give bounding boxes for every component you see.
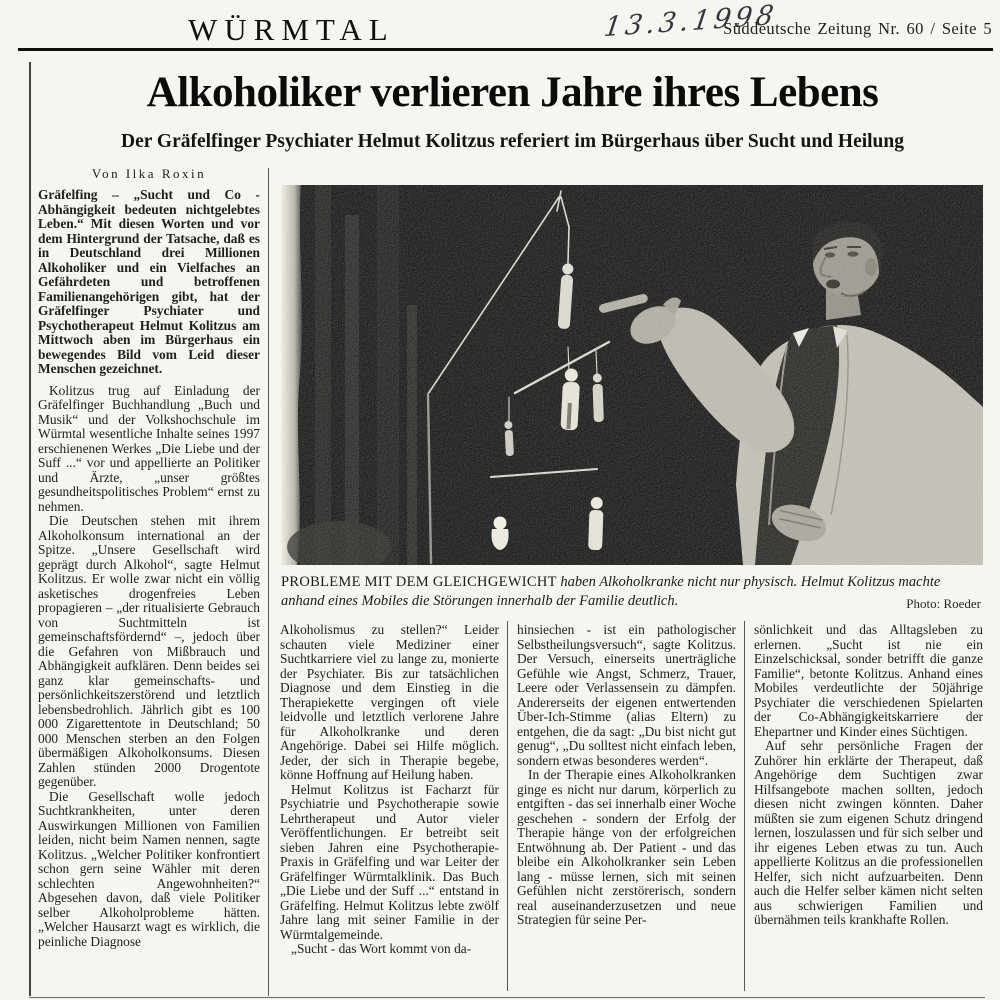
caption-text: haben Alkoholkranke nicht nur physisch. Helmut Kolitzus machte anhand eines Mobiles die Störungen innerhalb der Familie deutlich. — [281, 574, 941, 609]
masthead-rule — [18, 48, 993, 51]
photo-credit: Photo: Roeder — [906, 595, 981, 611]
paragraph: Helmut Kolitzus ist Facharzt für Psychiatrie und Psychotherapie sowie Lehrtherapeut und Autor vieler Veröffentlichungen. Er betreibt seit sieben Jahren eine Psychotherapie-Praxis in Gräfelfing und war Leiter der Gräfelfinger Würmtalklinik. Das Buch „Die Liebe und der Suff ...“ entstand in Gräfelfing. Helmut Kolitzus lebte zwölf Jahre lang mit seiner Familie in der Würmtalgemeinde. — [280, 781, 499, 942]
left-column — [38, 188, 260, 994]
bottom-column-2 — [517, 623, 736, 991]
paragraph: sönlichkeit und das Alltagsleben zu erlernen. „Sucht ist nie ein Einzelschicksal, sonder betrifft die ganze Familie“, betonte Kolitzus. Anhand eines Mobiles verdeutlichte der 50jährige Psychiater die verschiedenen Spielarten der Co-Abhängigkeitskarriere der Ehepartner und Kinder eines Süchtigen. — [754, 623, 983, 739]
paragraph: Kolitzus trug auf Einladung der Gräfelfinger Buchhandlung „Buch und Musik“ und der Volkshochschule im Würmtal wesentliche Inhalte seines 1997 erschienenen Werkes „Die Liebe und der Suff ...“ vor und appellierte an Politiker und Ärzte, „unser größtes gesundheitspolitisches Problem“ ernst zu nehmen. — [38, 382, 260, 514]
column-divider-2 — [507, 621, 508, 991]
bottom-column-3 — [754, 623, 983, 991]
issue-info: Süddeutsche Zeitung Nr. 60 / Seite 5 — [723, 19, 992, 38]
lead-paragraph: Gräfelfing – „Sucht und Co - Abhängigkeit bedeuten nichtgelebtes Leben.“ Mit diesen Worten und vor dem Hintergrund der Tatsache, daß es in Deutschland drei Millionen Alkoholiker und ein Vielfaches an Gefährdeten und betroffenen Familienangehörigen gibt, hat der Gräfelfinger Psychiater und Psychotherapeut Helmut Kolitzus am Mittwoch aben im Bürgerhaus ein bewegendes Bild vom Leid dieser Menschen gezeichnet. — [38, 188, 260, 376]
bottom-column-1 — [280, 623, 499, 991]
left-vertical-rule — [29, 62, 31, 996]
article-photo — [281, 185, 983, 565]
bottom-rule — [29, 997, 985, 998]
paragraph: hinsiechen - ist ein pathologischer Selbstheilungsversuch“, sagte Kolitzus. Der Versuch, einerseits unerträgliche Gefühle wie Angst, Schmerz, Trauer, Leere oder Verlassensein zu dämpfen. Andererseits der eigenen entwertenden Über-Ich-Stimme (alias Eltern) zu entgehen, die da sagt: „Du bist nicht gut genug“, „Du solltest nicht einfach leben, sondern etwas besonderes werden“. — [517, 623, 736, 768]
caption-lead: PROBLEME MIT DEM GLEICHGEWICHT — [281, 574, 557, 590]
headline: Alkoholiker verlieren Jahre ihres Lebens — [146, 69, 879, 116]
paragraph: Die Gesellschaft wolle jedoch Suchtkrankheiten, unter deren Auswirkungen Millionen von Familien leiden, nicht beim Namen nennen, sagte Kolitzus. „Welcher Politiker konfrontiert schon gern seine Wähler mit deren schlechten Angewohnheiten?“ Abgesehen davon, daß viele Politiker selber Alkoholprobleme hätten. „Welcher Hausarzt wagt es wirklich, die peinliche Diagnose — [38, 788, 260, 949]
paragraph: In der Therapie eines Alkoholkranken ginge es nicht nur darum, körperlich zu entgiften - das sei innerhalb einer Woche geschehen - sondern der Erfolg der Therapie hänge von der erfolgreichen Entwöhnung ab. Der Patient - und das bleibe ein Alkoholkranker sein Leben lang - müsse lernen, sich mit seinen Gefühlen nicht zerstörerisch, sondern real auseinanderzusetzen und neue Strategien für seine Per- — [517, 767, 736, 927]
section-title: WÜRMTAL — [188, 12, 395, 47]
column-divider-1 — [268, 168, 269, 996]
photo-caption — [281, 573, 983, 617]
subheadline: Der Gräfelfinger Psychiater Helmut Kolitzus referiert im Bürgerhaus über Sucht und Heilung — [121, 131, 904, 152]
paragraph: Auf sehr persönliche Fragen der Zuhörer hin erklärte der Therapeut, daß Angehörige dem Suchtigen zwar Hilfsangebote machen sollten, jedoch diesen nicht zwingen könnten. Daher müßten sie zum eigenen Schutz dringend lernen, loszulassen und für sich selber und ihr eigenes Leben etwas zu tun. Auch appellierte Kolitzus an die professionellen Helfer, sich nicht aufzuarbeiten. Denn auch die Helfer selber kämen nicht selten aus schwierigen Familien und übernähmen teils krankhafte Rollen. — [754, 738, 983, 927]
column-divider-3 — [744, 621, 745, 991]
paragraph: Alkoholismus zu stellen?“ Leider schauten viele Mediziner einer Suchtkarriere viel zu lange zu, monierte der Psychiater. Bis zur tatsächlichen Diagnose und dem Einstieg in die Therapiekette vergingen oft viele leidvolle und letztlich verlorene Jahre für Alkoholkranke und deren Angehörige. Dabei sei Hilfe möglich. Jeder, der sich in Therapie begebe, könne Hoffnung auf Heilung haben. — [280, 623, 499, 782]
paragraph: „Sucht - das Wort kommt von da- — [291, 941, 472, 956]
photo-illustration — [281, 185, 983, 565]
handwritten-date: 13.3.1998 — [602, 0, 780, 44]
byline: Von Ilka Roxin — [91, 166, 207, 181]
film-grain-overlay — [281, 185, 983, 565]
paragraph: Die Deutschen stehen mit ihrem Alkoholkonsum international an der Spitze. „Unsere Gesellschaft wird geprägt durch Alkohol“, sagte Helmut Kolitzus. Er wolle zwar nicht ein völlig asketisches drogenfreies Leben propagieren – „der ritualisierte Gebrauch von Suchtmitteln ist gemeinschaftsfördernd“ –, jedoch über die Gefahren von Mißbrauch und Abhängigkeit aufklären. Denn beides sei ganz klar gemeinschafts- und persönlichkeitszerstörend und letztlich lebensbedrohlich. Jährlich gibt es 100 000 Zigarettentote in Deutschland; 50 000 Menschen sterben an den Folgen übermäßigen Alkoholkonsums. Diesen Zahlen stünden 2000 Drogentote gegenüber. — [38, 513, 260, 789]
